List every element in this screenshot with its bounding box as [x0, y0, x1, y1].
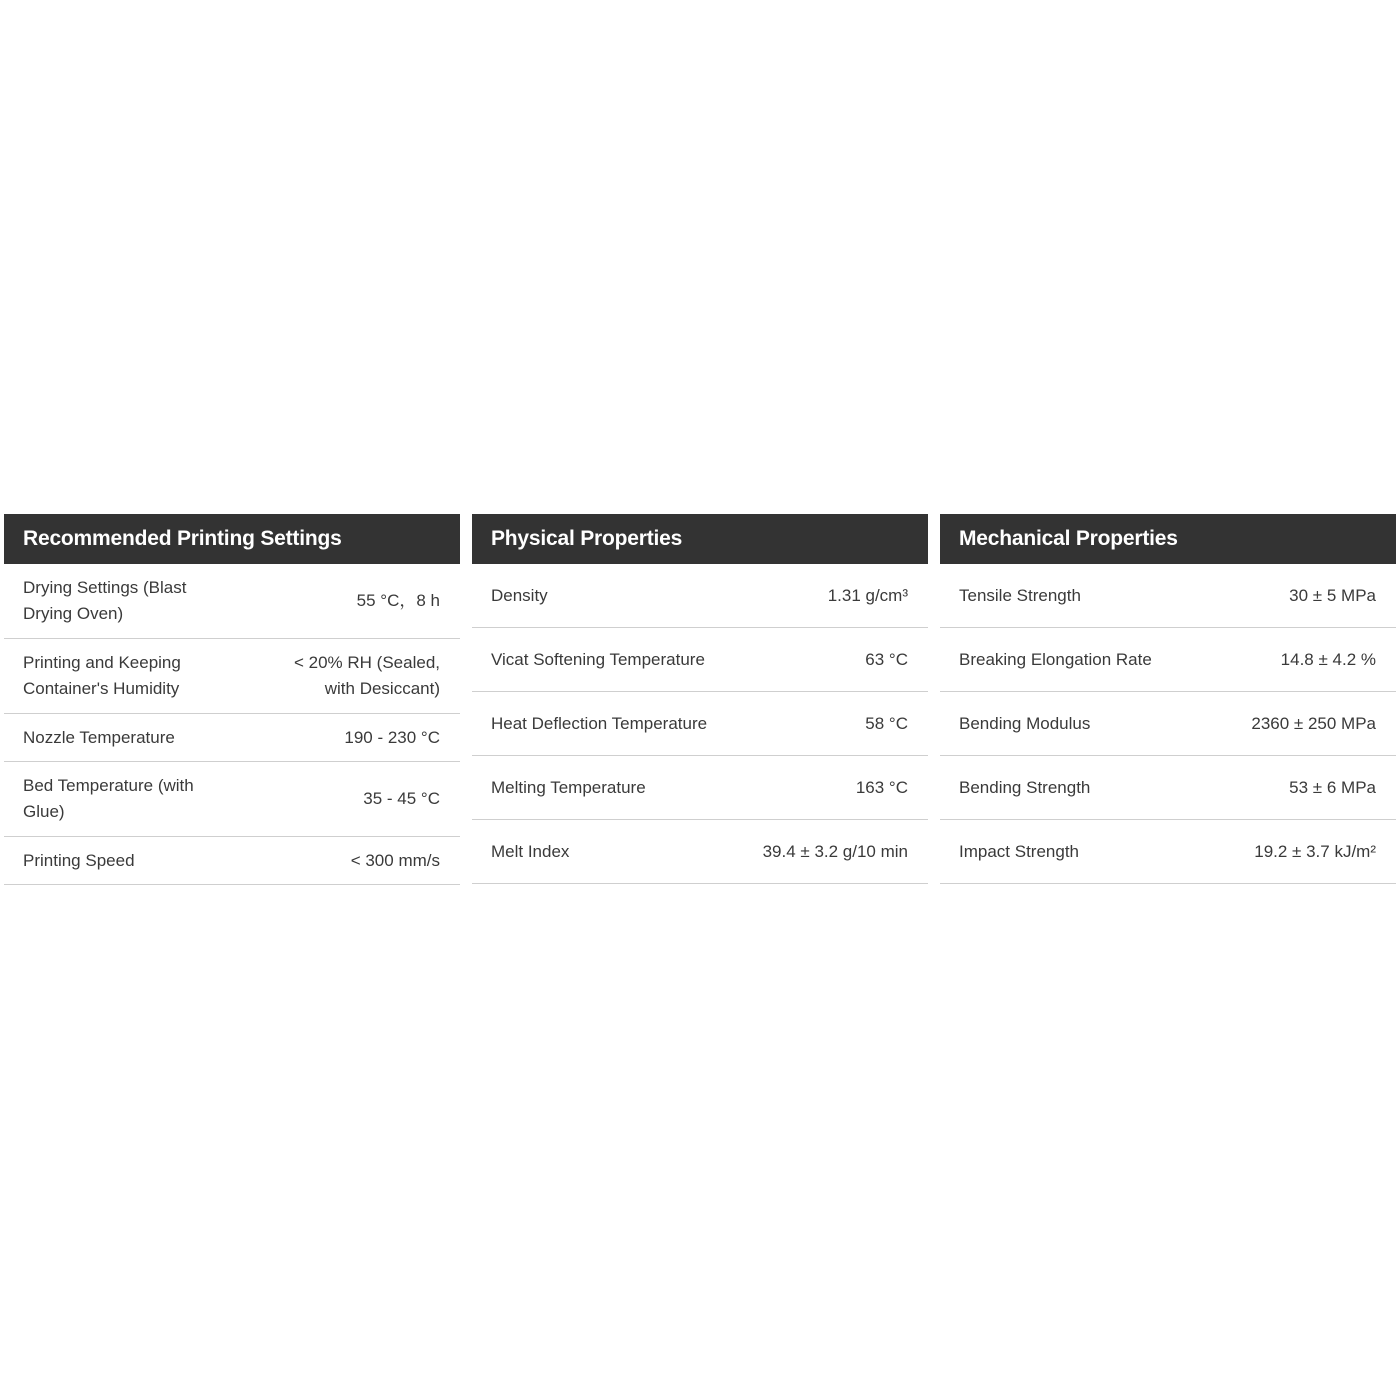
- table-title: Physical Properties: [472, 514, 928, 564]
- row-label: Impact Strength: [959, 841, 1080, 861]
- table-title: Mechanical Properties: [940, 514, 1396, 564]
- row-label: Melt Index: [491, 841, 570, 861]
- row-value: 55 °C，8 h: [356, 591, 440, 610]
- row-value: 30 ± 5 MPa: [1289, 585, 1376, 605]
- row-label: Heat Deflection Temperature: [491, 713, 708, 733]
- row-label: Breaking Elongation Rate: [959, 649, 1152, 669]
- row-value: 53 ± 6 MPa: [1289, 777, 1376, 797]
- table-row: [940, 692, 1396, 756]
- row-label: Bending Strength: [959, 777, 1091, 797]
- table-row: [4, 762, 460, 837]
- row-label: Printing and Keeping Container's Humidity: [23, 653, 181, 698]
- table-row: [940, 756, 1396, 820]
- table-row: [4, 714, 460, 762]
- table-row: [472, 756, 928, 820]
- row-label: Bending Modulus: [959, 713, 1091, 733]
- table-row: [4, 837, 460, 885]
- row-value: 63 °C: [865, 649, 908, 669]
- row-value: 190 - 230 °C: [344, 727, 440, 747]
- spec-tables: [4, 514, 1396, 885]
- table-row: [940, 628, 1396, 692]
- table-row: [4, 564, 460, 639]
- row-value: 1.31 g/cm³: [827, 585, 908, 605]
- physical-properties-table: [472, 514, 928, 885]
- row-value: 35 - 45 °C: [363, 789, 440, 808]
- row-label: Nozzle Temperature: [23, 727, 175, 747]
- row-value: 2360 ± 250 MPa: [1251, 713, 1376, 733]
- table-row: [472, 564, 928, 628]
- row-value: 19.2 ± 3.7 kJ/m²: [1254, 841, 1376, 861]
- row-label: Tensile Strength: [959, 585, 1081, 605]
- table-row: [940, 820, 1396, 884]
- row-label: Melting Temperature: [491, 777, 646, 797]
- table-row: [472, 820, 928, 884]
- table-row: [940, 564, 1396, 628]
- row-value: 163 °C: [855, 777, 908, 797]
- row-label: Vicat Softening Temperature: [491, 649, 705, 669]
- row-value: 39.4 ± 3.2 g/10 min: [762, 841, 908, 861]
- row-label: Printing Speed: [23, 850, 135, 870]
- table-title: Recommended Printing Settings: [4, 514, 460, 564]
- row-value: < 20% RH (Sealed, with Desiccant): [294, 653, 440, 698]
- table-row: [4, 639, 460, 714]
- table-row: [472, 692, 928, 756]
- table-row: [472, 628, 928, 692]
- printing-settings-table: [4, 514, 460, 885]
- row-label: Drying Settings (Blast Drying Oven): [23, 578, 187, 623]
- row-value: < 300 mm/s: [350, 850, 440, 870]
- row-label: Density: [491, 585, 548, 605]
- mechanical-properties-table: [940, 514, 1396, 885]
- row-label: Bed Temperature (with Glue): [23, 776, 194, 821]
- row-value: 14.8 ± 4.2 %: [1280, 649, 1376, 669]
- row-value: 58 °C: [865, 713, 908, 733]
